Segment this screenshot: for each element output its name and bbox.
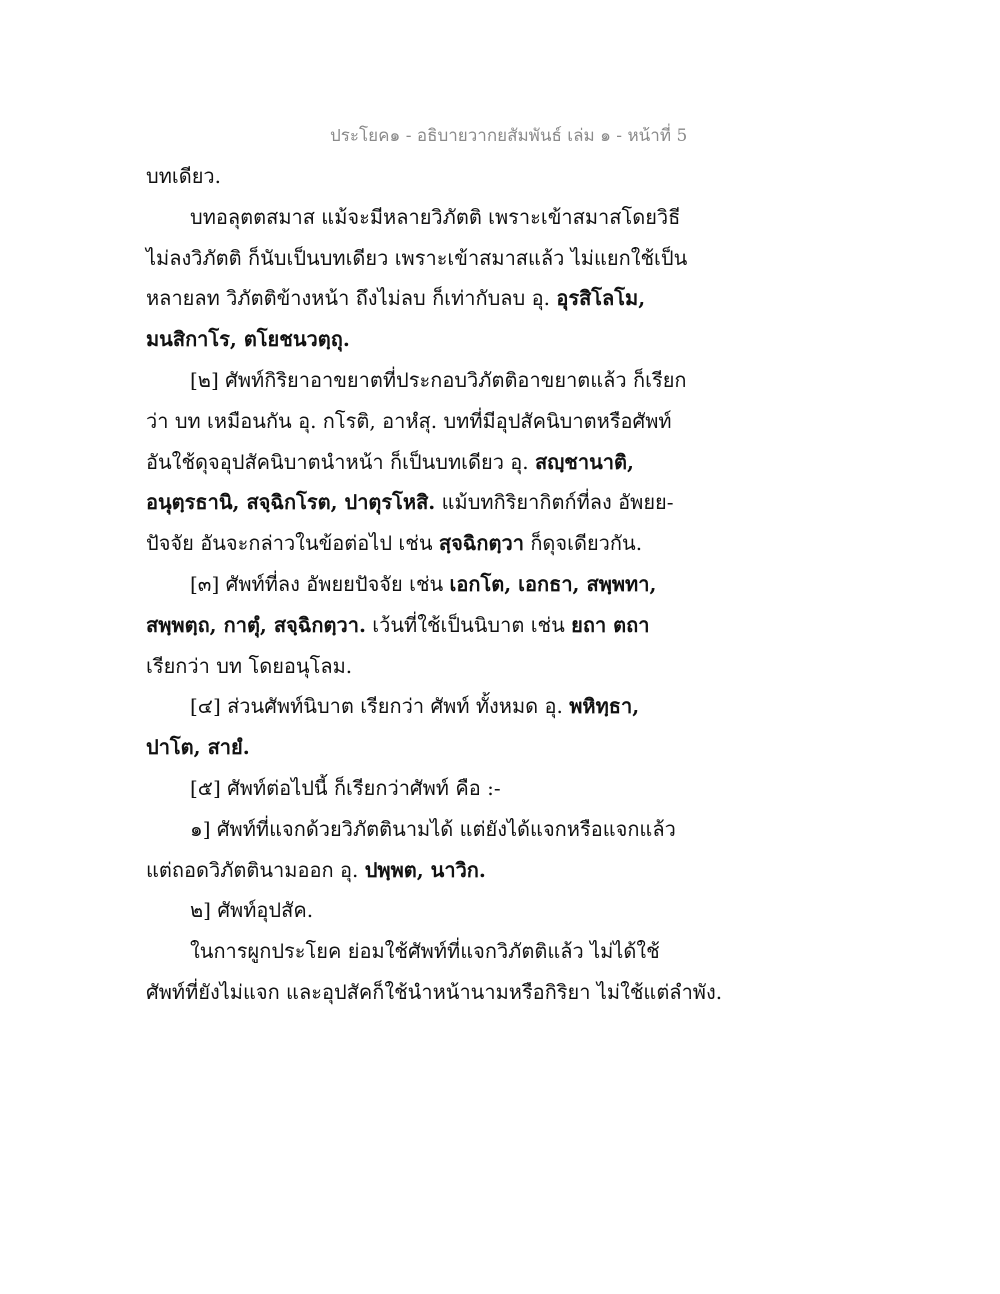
pali-example: สฺจฉิกตฺวา	[438, 531, 524, 556]
text-line: บทเดียว.	[146, 164, 222, 188]
numbered-paragraph-3: [๓] ศัพท์ที่ลง อัพยยปัจจัย เช่น เอกโต, เอกธา, สพฺพทา,	[190, 571, 657, 596]
pali-example: ปพฺพต, นาวิก.	[364, 857, 486, 882]
paragraph-line: ในการผูกประโยค ย่อมใช้ศัพท์ที่แจกวิภัตติแล้ว ไม่ได้ใช้	[190, 939, 660, 964]
pali-example: ยถา ตถา	[571, 612, 650, 637]
text-line: ว่า บท เหมือนกัน อุ. กโรติ, อาหํสุ. บทที่มีอุปสัคนิบาตหรือศัพท์	[146, 408, 672, 433]
pali-example: มนสิกาโร, ตโยชนวตฺถุ.	[146, 327, 350, 352]
text-line: แต่ถอดวิภัตตินามออก อุ. ปพฺพต, นาวิก.	[146, 857, 486, 882]
pali-example: อนุตฺรธานิ, สจฺฉิกโรต, ปาตุรโหสิ.	[146, 490, 436, 515]
pali-example: อุรสิโลโม,	[556, 286, 646, 311]
numbered-paragraph-4: [๔] ส่วนศัพท์นิบาต เรียกว่า ศัพท์ ทั้งหมด อุ. พหิทฺธา,	[190, 694, 640, 719]
text-line: หลายลท วิภัตติข้างหน้า ถึงไม่ลบ ก็เท่ากับลบ อุ. อุรสิโลโม,	[146, 286, 646, 311]
pali-example: พหิทฺธา,	[569, 694, 640, 719]
text-line	[146, 319, 716, 360]
pali-example: ปาโต, สายํ.	[146, 735, 250, 760]
sub-item-2: ๒] ศัพท์อุปสัค.	[190, 898, 314, 923]
pali-example: สพฺพตฺถ, กาตุํ, สจฺฉิกตฺวา.	[146, 612, 366, 637]
pali-example: เอกโต, เอกธา, สพฺพทา,	[449, 571, 657, 596]
text-line: เรียกว่า บท โดยอนุโลม.	[146, 653, 353, 678]
text-line: สพฺพตฺถ, กาตุํ, สจฺฉิกตฺวา. เว้นที่ใช้เป็นนิบาต เช่น ยถา ตถา	[146, 612, 650, 637]
text-line: ไม่ลงวิภัตติ ก็นับเป็นบทเดียว เพราะเข้าสมาสแล้ว ไม่แยกใช้เป็น	[146, 245, 688, 270]
body-text	[146, 156, 723, 1013]
text-line: อนุตฺรธานิ, สจฺฉิกโรต, ปาตุรโหสิ. แม้บทกิริยากิตก์ที่ลง อัพยย-	[146, 490, 674, 515]
numbered-paragraph-2: [๒] ศัพท์กิริยาอาขยาตที่ประกอบวิภัตติอาขยาตแล้ว ก็เรียก	[190, 367, 687, 392]
text-line: ศัพท์ที่ยังไม่แจก และอุปสัคก็ใช้นำหน้านามหรือกิริยา ไม่ใช้แต่ลำพัง.	[146, 979, 723, 1004]
sub-item-1: ๑] ศัพท์ที่แจกด้วยวิภัตตินามได้ แต่ยังได้แจกหรือแจกแล้ว	[190, 816, 676, 841]
pali-example: สญฺชานาติ,	[535, 449, 634, 474]
running-header: ประโยค๑ - อธิบายวากยสัมพันธ์ เล่ม ๑ - หน้าที่ 5	[330, 126, 688, 146]
paragraph-line: บทอลุตตสมาส แม้จะมีหลายวิภัตติ เพราะเข้าสมาสโดยวิธี	[190, 204, 681, 229]
text-line: อันใช้ดุจอุปสัคนิบาตนำหน้า ก็เป็นบทเดียว อุ. สญฺชานาติ,	[146, 449, 634, 474]
text-line: ปัจจัย อันจะกล่าวในข้อต่อไป เช่น สฺจฉิกตฺวา ก็ดุจเดียวกัน.	[146, 531, 643, 556]
text-line	[146, 727, 716, 768]
numbered-paragraph-5: [๕] ศัพท์ต่อไปนี้ ก็เรียกว่าศัพท์ คือ :-	[190, 775, 501, 800]
